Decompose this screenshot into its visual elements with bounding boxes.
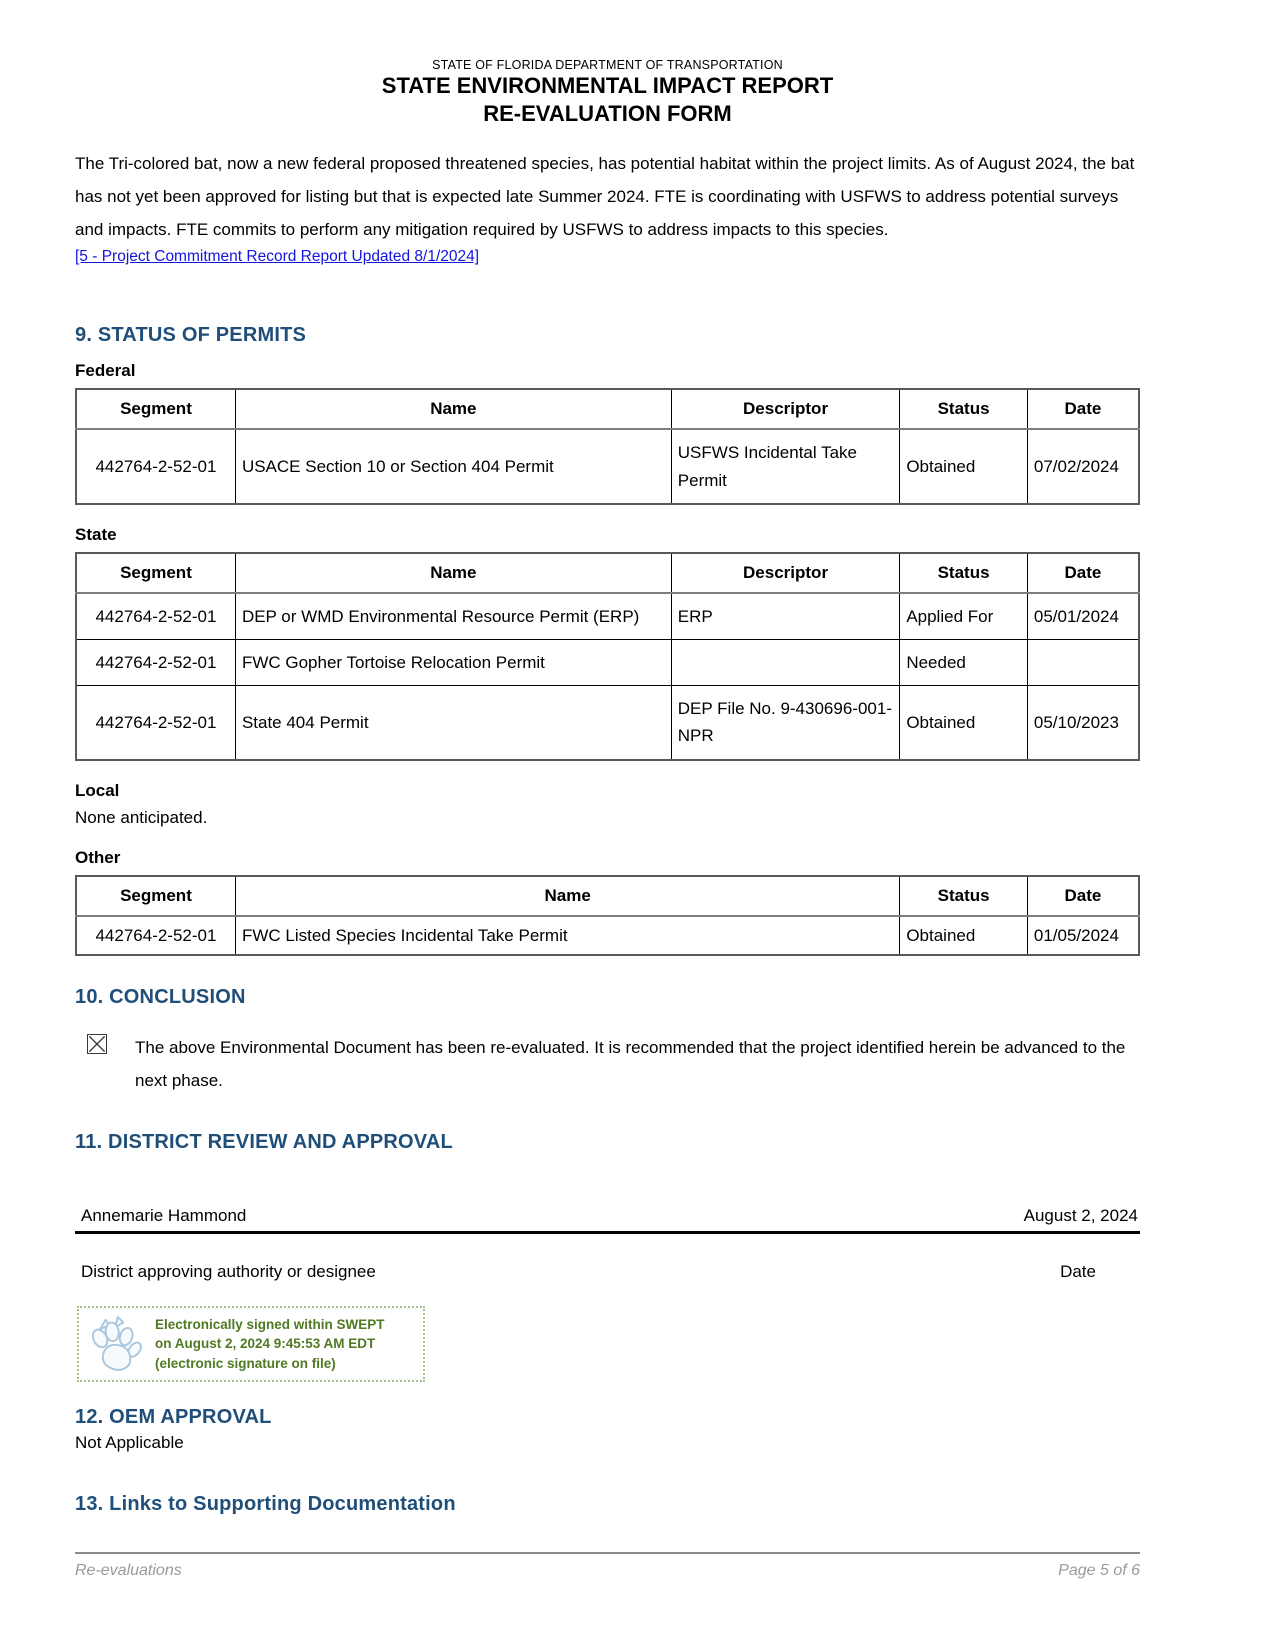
signature-line: [75, 1206, 1140, 1234]
cell-status: Applied For: [900, 593, 1028, 640]
column-header-date: Date: [1027, 389, 1139, 429]
cell-name: FWC Listed Species Incidental Take Permit: [235, 916, 899, 955]
column-header-name: Name: [235, 876, 899, 916]
checked-checkbox-icon: [87, 1034, 107, 1054]
cell-segment: 442764-2-52-01: [76, 639, 235, 685]
federal-header-row: [76, 389, 1139, 429]
cell-name: FWC Gopher Tortoise Relocation Permit: [235, 639, 671, 685]
cell-status: Needed: [900, 639, 1028, 685]
cell-name: State 404 Permit: [235, 686, 671, 760]
state-header-row: [76, 553, 1139, 593]
federal-label: Federal: [75, 361, 136, 381]
table-row: [76, 916, 1139, 955]
table-row: [76, 639, 1139, 685]
section-13-heading: 13. Links to Supporting Documentation: [75, 1493, 456, 1516]
column-header-date: Date: [1027, 553, 1139, 593]
agency-name: STATE OF FLORIDA DEPARTMENT OF TRANSPORTATION: [432, 58, 783, 72]
state-label: State: [75, 524, 117, 544]
section-11-heading: 11. DISTRICT REVIEW AND APPROVAL: [75, 1131, 453, 1154]
federal-permits-table: [75, 388, 1140, 504]
column-header-name: Name: [235, 389, 671, 429]
conclusion-statement: [75, 1031, 1140, 1097]
document-title-line1: STATE ENVIRONMENTAL IMPACT REPORT: [381, 73, 834, 98]
cell-descriptor: [671, 639, 900, 685]
other-label: Other: [75, 847, 121, 867]
cell-segment: 442764-2-52-01: [76, 916, 235, 955]
cell-descriptor: DEP File No. 9-430696-001-NPR: [671, 686, 900, 760]
cell-date: 01/05/2024: [1027, 916, 1139, 955]
cell-status: Obtained: [900, 686, 1028, 760]
column-header-descriptor: Descriptor: [671, 553, 900, 593]
cell-date: 07/02/2024: [1027, 429, 1139, 503]
column-header-status: Status: [900, 389, 1028, 429]
oem-text: Not Applicable: [75, 1433, 184, 1453]
table-row: [76, 429, 1139, 503]
date-label: Date: [1060, 1262, 1096, 1282]
column-header-segment: Segment: [76, 389, 235, 429]
local-text: None anticipated.: [75, 807, 208, 827]
column-header-status: Status: [900, 553, 1028, 593]
electronic-signature-stamp: [77, 1306, 425, 1382]
column-header-name: Name: [235, 553, 671, 593]
other-header-row: [76, 876, 1139, 916]
page-footer: [75, 1552, 1140, 1580]
cell-segment: 442764-2-52-01: [76, 686, 235, 760]
cell-name: USACE Section 10 or Section 404 Permit: [235, 429, 671, 503]
other-permits-table: [75, 875, 1140, 956]
cell-segment: 442764-2-52-01: [76, 593, 235, 640]
cell-name: DEP or WMD Environmental Resource Permit (ERP): [235, 593, 671, 640]
column-header-segment: Segment: [76, 553, 235, 593]
esign-text: [155, 1315, 385, 1374]
table-row: [76, 686, 1139, 760]
cell-date: [1027, 639, 1139, 685]
column-header-date: Date: [1027, 876, 1139, 916]
cell-descriptor: ERP: [671, 593, 900, 640]
section-9-heading: 9. STATUS OF PERMITS: [75, 324, 307, 347]
esign-line2: on August 2, 2024 9:45:53 AM EDT: [155, 1336, 376, 1352]
paw-print-icon: [87, 1314, 143, 1374]
state-permits-table: [75, 552, 1140, 761]
commitment-record-link[interactable]: [5 - Project Commitment Record Report Updated 8/1/2024]: [75, 248, 480, 266]
table-row: [76, 593, 1139, 640]
esign-line1: Electronically signed within SWEPT: [155, 1316, 385, 1332]
cell-date: 05/01/2024: [1027, 593, 1139, 640]
cell-descriptor: USFWS Incidental Take Permit: [671, 429, 900, 503]
conclusion-text: The above Environmental Document has been re-evaluated. It is recommended that the project identified herein be advanced to the next phase.: [135, 1037, 1126, 1090]
footer-document-name: Re-evaluations: [75, 1562, 182, 1579]
signature-date: August 2, 2024: [1023, 1206, 1138, 1226]
signer-name: Annemarie Hammond: [81, 1206, 247, 1226]
cell-segment: 442764-2-52-01: [76, 429, 235, 503]
column-header-descriptor: Descriptor: [671, 389, 900, 429]
signer-role-label: District approving authority or designee: [81, 1262, 376, 1282]
cell-date: 05/10/2023: [1027, 686, 1139, 760]
document-title-line2: RE-EVALUATION FORM: [483, 100, 732, 126]
cell-status: Obtained: [900, 429, 1028, 503]
intro-paragraph: The Tri-colored bat, now a new federal proposed threatened species, has potential habitat within the project limits. As of August 2024, the bat has not yet been approved for listing but that is expected late Summer 2024. FTE is coordinating with USFWS to address potential surveys and impacts. FTE commits to perform any mitigation required by USFWS to address impacts to this species.: [75, 154, 1135, 240]
column-header-segment: Segment: [76, 876, 235, 916]
local-label: Local: [75, 780, 120, 800]
cell-status: Obtained: [900, 916, 1028, 955]
column-header-status: Status: [900, 876, 1028, 916]
section-10-heading: 10. CONCLUSION: [75, 985, 246, 1008]
signature-labels: [75, 1262, 1140, 1282]
section-12-heading: 12. OEM APPROVAL: [75, 1406, 272, 1429]
footer-page-number: Page 5 of 6: [1058, 1562, 1140, 1579]
document-header: [75, 58, 1140, 127]
esign-line3: (electronic signature on file): [155, 1355, 336, 1371]
